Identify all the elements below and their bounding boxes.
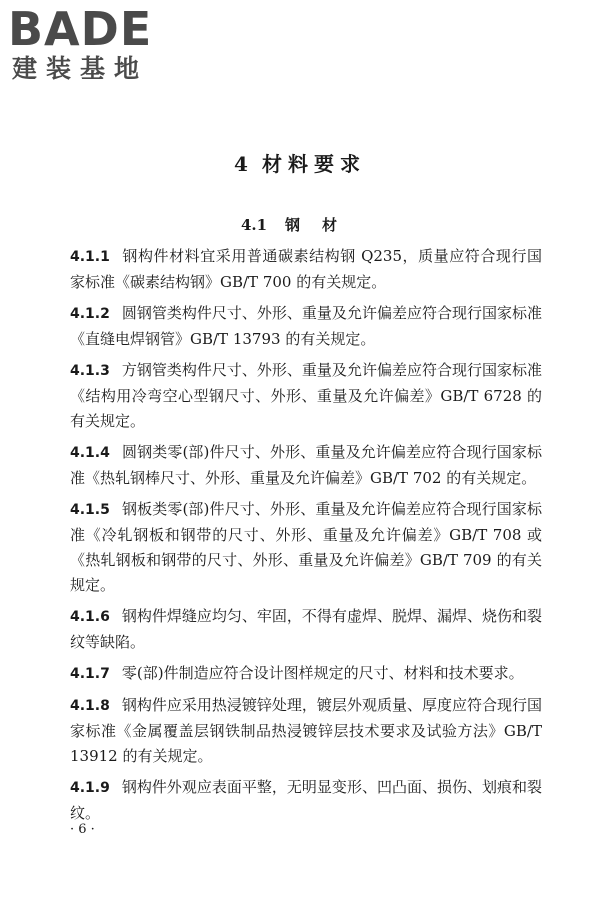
clause-text: 钢构件应采用热浸镀锌处理，镀层外观质量、厚度应符合现行国家标准《金属覆盖层钢铁制品热浸镀锌层技术要求及试验方法》GB/T 13912 的有关规定。: [70, 696, 542, 765]
logo: [8, 4, 178, 84]
clause-text: 钢板类零(部)件尺寸、外形、重量及允许偏差应符合现行国家标准《冷轧钢板和钢带的尺寸、外形、重量及允许偏差》GB/T 708 或《热轧钢板和钢带的尺寸、外形、重量及允许偏差》GB/T 709 的有关规定。: [70, 500, 542, 594]
chapter-title-text: 材料要求: [261, 152, 366, 176]
clause-number: 4.1.7: [70, 666, 110, 682]
page-number: · 6 ·: [70, 822, 95, 837]
clause: [70, 358, 542, 434]
clause-number: 4.1.9: [70, 780, 110, 796]
clause: [70, 301, 542, 352]
clause: [70, 693, 542, 769]
clause-number: 4.1.4: [70, 445, 110, 461]
chapter-number: 4: [234, 152, 248, 176]
clause-number: 4.1.1: [70, 249, 110, 265]
section-number: 4.1: [240, 216, 268, 234]
section-title-text: 钢材: [285, 216, 360, 234]
section-title: [0, 214, 600, 235]
clause-text: 钢构件材料宜采用普通碳素结构钢 Q235，质量应符合现行国家标准《碳素结构钢》GB/T 700 的有关规定。: [70, 247, 542, 291]
clause-number: 4.1.5: [70, 502, 110, 518]
clause-text: 钢构件焊缝应均匀、牢固，不得有虚焊、脱焊、漏焊、烧伤和裂纹等缺陷。: [70, 607, 542, 651]
clause: [70, 661, 542, 687]
clause-text: 圆钢类零(部)件尺寸、外形、重量及允许偏差应符合现行国家标准《热轧钢棒尺寸、外形、重量及允许偏差》GB/T 702 的有关规定。: [70, 443, 542, 487]
clause-text: 零(部)件制造应符合设计图样规定的尺寸、材料和技术要求。: [121, 664, 524, 682]
clause-number: 4.1.2: [70, 306, 110, 322]
chapter-title: [0, 148, 600, 177]
clause-number: 4.1.6: [70, 609, 110, 625]
clause-text: 方钢管类构件尺寸、外形、重量及允许偏差应符合现行国家标准《结构用冷弯空心型钢尺寸、外形、重量及允许偏差》GB/T 6728 的有关规定。: [70, 361, 542, 430]
clause: [70, 440, 542, 491]
clause-number: 4.1.3: [70, 363, 110, 379]
logo-brand: BADE: [8, 2, 153, 56]
clause: [70, 775, 542, 826]
clause: [70, 497, 542, 598]
logo-subtitle: 建装基地: [12, 54, 149, 83]
clause-number: 4.1.8: [70, 698, 110, 714]
clause-text: 钢构件外观应表面平整，无明显变形、凹凸面、损伤、划痕和裂纹。: [70, 778, 542, 822]
clause-list: [70, 244, 542, 832]
clause-text: 圆钢管类构件尺寸、外形、重量及允许偏差应符合现行国家标准《直缝电焊钢管》GB/T 13793 的有关规定。: [70, 304, 542, 348]
clause: [70, 604, 542, 655]
clause: [70, 244, 542, 295]
